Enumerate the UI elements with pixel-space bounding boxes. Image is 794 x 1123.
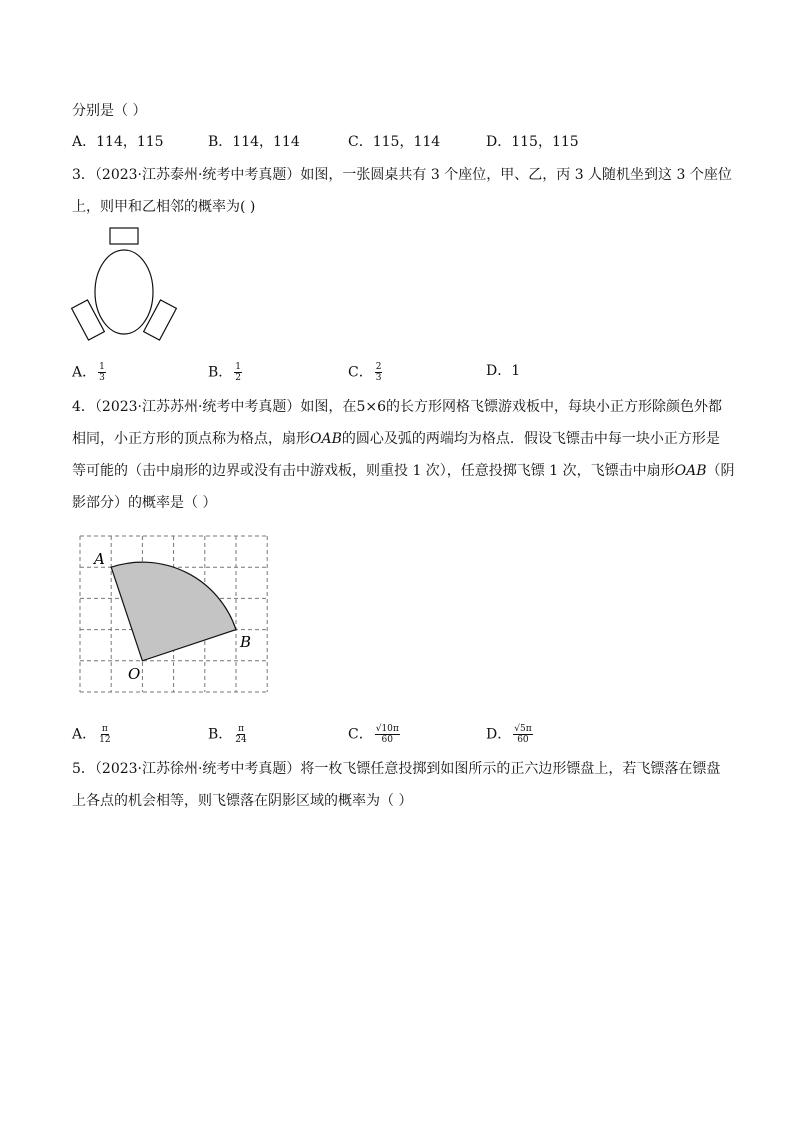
fraction: $\frac{\pi}{24}$ bbox=[235, 724, 247, 745]
q5-stem-line1: 5．（2023·江苏徐州·统考中考真题）将一枚飞镖任意投掷到如图所示的正六边形镖盘上，若飞镖落在镖盘 bbox=[72, 761, 721, 777]
q4-stem-line4: 影部分）的概率是（ ） bbox=[72, 495, 217, 511]
seat-left bbox=[72, 300, 105, 340]
q2-option-a[interactable]: A．114，115 bbox=[72, 134, 164, 150]
q4-stem-line3: 等可能的（击中扇形的边界或没有击中游戏板，则重投 1 次），任意投掷飞镖 1 次，飞镖击中扇形OAB（阴 bbox=[72, 463, 735, 479]
q3-option-b[interactable]: B． $\frac{1}{2}$ bbox=[208, 362, 242, 383]
sector-oab bbox=[111, 562, 236, 661]
q3-stem-line2: 上，则甲和乙相邻的概率为( ) bbox=[72, 199, 256, 215]
q2-option-d[interactable]: D．115，115 bbox=[486, 134, 579, 150]
fraction: $\frac{√5\pi}{60}$ bbox=[514, 724, 532, 745]
q3-option-c[interactable]: C． $\frac{2}{3}$ bbox=[348, 362, 382, 383]
q5-stem-line2: 上各点的机会相等，则飞镖落在阴影区域的概率为（ ） bbox=[72, 793, 413, 809]
fraction: $\frac{\pi}{12}$ bbox=[99, 724, 111, 745]
q3-option-d[interactable]: D．1 bbox=[486, 363, 521, 379]
q4-stem-line2: 相同，小正方形的顶点称为格点，扇形OAB的圆心及弧的两端均为格点．假设飞镖击中每一块小正方形是 bbox=[72, 431, 720, 447]
fraction: $\frac{1}{3}$ bbox=[99, 362, 105, 383]
seat-top bbox=[110, 228, 138, 244]
label-o: O bbox=[128, 665, 141, 683]
q4-option-c[interactable]: C． $\frac{√10\pi}{60}$ bbox=[348, 724, 399, 745]
label-a: A bbox=[94, 550, 105, 568]
seat-right bbox=[144, 300, 177, 340]
q3-option-a[interactable]: A． $\frac{1}{3}$ bbox=[72, 362, 105, 383]
q4-option-d[interactable]: D． $\frac{√5\pi}{60}$ bbox=[486, 724, 532, 745]
q3-stem-line1: 3．（2023·江苏泰州·统考中考真题）如图，一张圆桌共有 3 个座位，甲、乙，丙 3 人随机坐到这 3 个座位 bbox=[72, 167, 732, 183]
q2-tail: 分别是（ ） bbox=[72, 103, 147, 119]
round-table bbox=[95, 250, 153, 334]
q4-option-a[interactable]: A． $\frac{\pi}{12}$ bbox=[72, 724, 111, 745]
q2-option-c[interactable]: C．115，114 bbox=[348, 134, 441, 150]
label-b: B bbox=[240, 633, 252, 651]
fraction: $\frac{√10\pi}{60}$ bbox=[375, 724, 399, 745]
round-table-figure bbox=[68, 224, 188, 342]
dartboard-grid-figure bbox=[70, 530, 280, 700]
q4-stem-line1: 4．（2023·江苏苏州·统考中考真题）如图，在5×6的长方形网格飞镖游戏板中，每块小正方形除颜色外都 bbox=[72, 399, 722, 415]
q4-option-b[interactable]: B． $\frac{\pi}{24}$ bbox=[208, 724, 247, 745]
fraction: $\frac{1}{2}$ bbox=[235, 362, 242, 383]
q2-option-b[interactable]: B．114，114 bbox=[208, 134, 300, 150]
fraction: $\frac{2}{3}$ bbox=[375, 362, 382, 383]
